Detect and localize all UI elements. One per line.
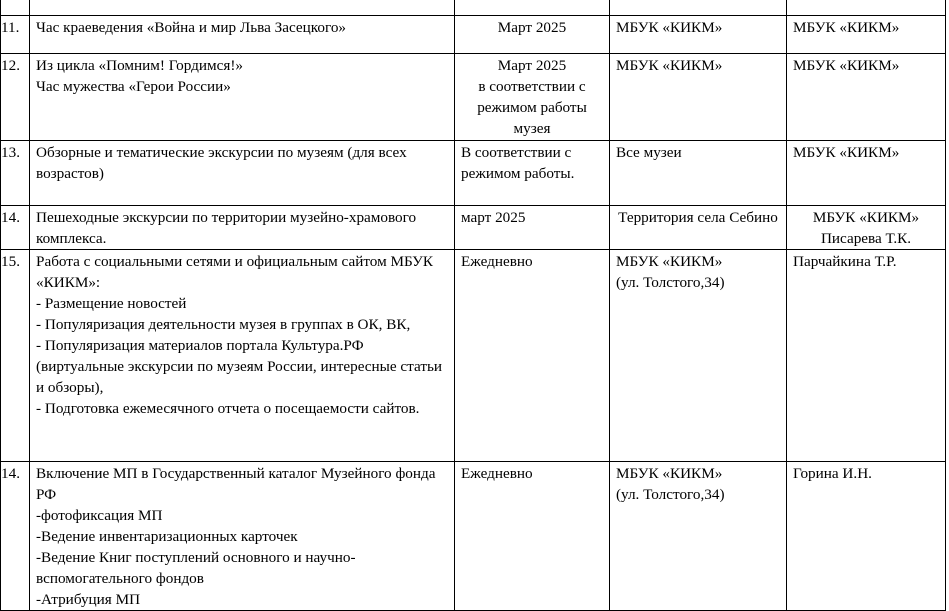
responsible-cell [787,16,946,54]
date-line: В соответствии с режимом работы. [461,144,575,182]
responsible-cell [787,462,946,611]
row-number: 13. [1,141,30,206]
date-cell [455,141,610,206]
date-line: Ежедневно [461,465,533,482]
place-cell [610,0,787,16]
date-line: Март 2025 [497,57,567,74]
responsible-line: МБУК «КИКМ» [812,209,920,226]
place-cell [610,16,787,54]
event-line: Работа с социальными сетями и официальным сайтом МБУК «КИКМ»: [36,253,434,291]
table-row [1,54,946,141]
responsible-cell [787,141,946,206]
place-cell [610,54,787,141]
event-cell [30,54,455,141]
responsible-cell [787,250,946,462]
place-line: (ул. Толстого,34) [616,486,725,503]
table-row [1,250,946,462]
events-table-body [1,0,946,611]
event-line: Пешеходные экскурсии по территории музейно-храмового комплекса. [36,209,417,247]
place-line: Все музеи [616,144,682,161]
row-number: 15. [1,250,30,462]
event-line: - Подготовка ежемесячного отчета о посещаемости сайтов. [36,400,420,417]
event-cell [30,462,455,611]
responsible-cell [787,0,946,16]
responsible-line: Писарева Т.К. [820,230,912,247]
place-line: (ул. Толстого,34) [616,274,725,291]
responsible-line: МБУК «КИКМ» [793,19,900,36]
event-line: - Размещение новостей [36,295,187,312]
date-cell [455,250,610,462]
responsible-line: Горина И.Н. [793,465,872,482]
row-number: 12. [1,54,30,141]
row-number: 14. [1,462,30,611]
date-cell [455,206,610,250]
place-cell [610,462,787,611]
event-cell [30,206,455,250]
place-cell [610,206,787,250]
date-line: в соответствии с режимом работы музея [477,78,587,137]
place-line: МБУК «КИКМ» [616,253,723,270]
event-line: Из цикла «Помним! Гордимся!» [36,57,243,74]
row-number: 11. [1,16,30,54]
event-line: - Популяризация материалов портала Культура.РФ (виртуальные экскурсии по музеям России, интересные статьи и обзоры), [36,337,443,396]
place-line: МБУК «КИКМ» [616,57,723,74]
event-line: -Ведение инвентаризационных карточек [36,528,298,545]
date-line: Ежедневно [461,253,533,270]
date-cell [455,0,610,16]
table-row [1,206,946,250]
event-cell [30,141,455,206]
place-cell [610,141,787,206]
event-line: Включение МП в Государственный каталог Музейного фонда РФ [36,465,436,503]
responsible-line: Парчайкина Т.Р. [793,253,897,270]
place-line: МБУК «КИКМ» [616,19,723,36]
date-line: март 2025 [461,209,526,226]
date-cell [455,462,610,611]
place-line: Территория села Себино [618,209,778,226]
date-cell [455,16,610,54]
responsible-cell [787,54,946,141]
event-text: Час краеведения «Война и мир Льва Засецкого» [36,19,347,36]
event-line: Обзорные и тематические экскурсии по музеям (для всех возрастов) [36,144,407,182]
table-row [1,16,946,54]
place-line: МБУК «КИКМ» [616,465,723,482]
event-line: -Ведение Книг поступлений основного и научно-вспомогательного фондов [36,549,356,587]
event-line: - Популяризация деятельности музея в группах в ОК, ВК, [36,316,411,333]
event-line: -Атрибуция МП [36,591,141,608]
responsible-cell [787,206,946,250]
date-line: Март 2025 [497,19,567,36]
row-number: 14. [1,206,30,250]
place-cell [610,250,787,462]
row-number [1,0,30,16]
event-line [36,17,448,38]
responsible-line: МБУК «КИКМ» [793,57,900,74]
responsible-line: МБУК «КИКМ» [793,144,900,161]
event-cell [30,0,455,16]
table-row [1,462,946,611]
table-row [1,0,946,16]
event-cell [30,16,455,54]
event-cell [30,250,455,462]
event-line: -фотофиксация МП [36,507,163,524]
event-line: Час мужества «Герои России» [36,78,231,95]
table-row [1,141,946,206]
date-cell [455,54,610,141]
